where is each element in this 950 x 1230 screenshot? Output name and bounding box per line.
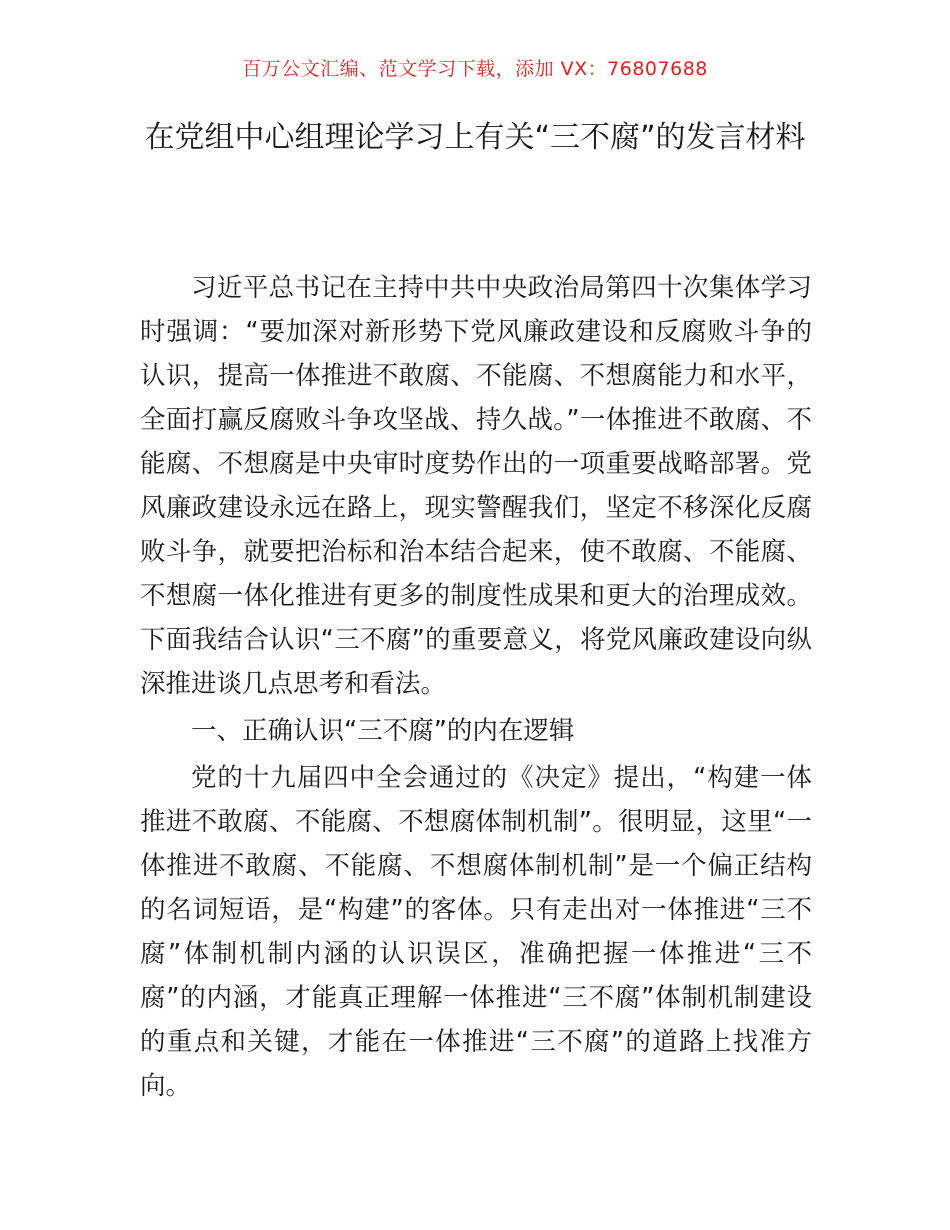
paragraph-intro: 习近平总书记在主持中共中央政治局第四十次集体学习时强调：“要加深对新形势下党风廉政建设和反腐败斗争的认识，提高一体推进不敢腐、不能腐、不想腐能力和水平，全面打赢反腐败斗争攻坚战、持久战。”一体推进不敢腐、不能腐、不想腐是中央审时度势作出的一项重要战略部署。党风廉政建设永远在路上，现实警醒我们，坚定不移深化反腐败斗争，就要把治标和治本结合起来，使不敢腐、不能腐、不想腐一体化推进有更多的制度性成果和更大的治理成效。下面我结合认识“三不腐”的重要意义，将党风廉政建设向纵深推进谈几点思考和看法。 bbox=[140, 273, 812, 699]
section-heading-1: 一、正确认识“三不腐”的内在逻辑 bbox=[191, 716, 575, 746]
paragraph-section-1: 党的十九届四中全会通过的《决定》提出，“构建一体推进不敢腐、不能腐、不想腐体制机制”。很明显，这里“一体推进不敢腐、不能腐、不想腐体制机制”是一个偏正结构的名词短语，是“构建”的客体。只有走出对一体推进“三不腐”体制机制内涵的认识误区，准确把握一体推进“三不腐”的内涵，才能真正理解一体推进“三不腐”体制机制建设的重点和关键，才能在一体推进“三不腐”的道路上找准方向。 bbox=[140, 763, 812, 1101]
header-contact-note: 百万公文汇编、范文学习下载，添加 VX：76807688 bbox=[242, 58, 708, 80]
document-body bbox=[140, 266, 812, 1108]
document-title: 在党组中心组理论学习上有关“三不腐”的发言材料 bbox=[144, 120, 806, 155]
